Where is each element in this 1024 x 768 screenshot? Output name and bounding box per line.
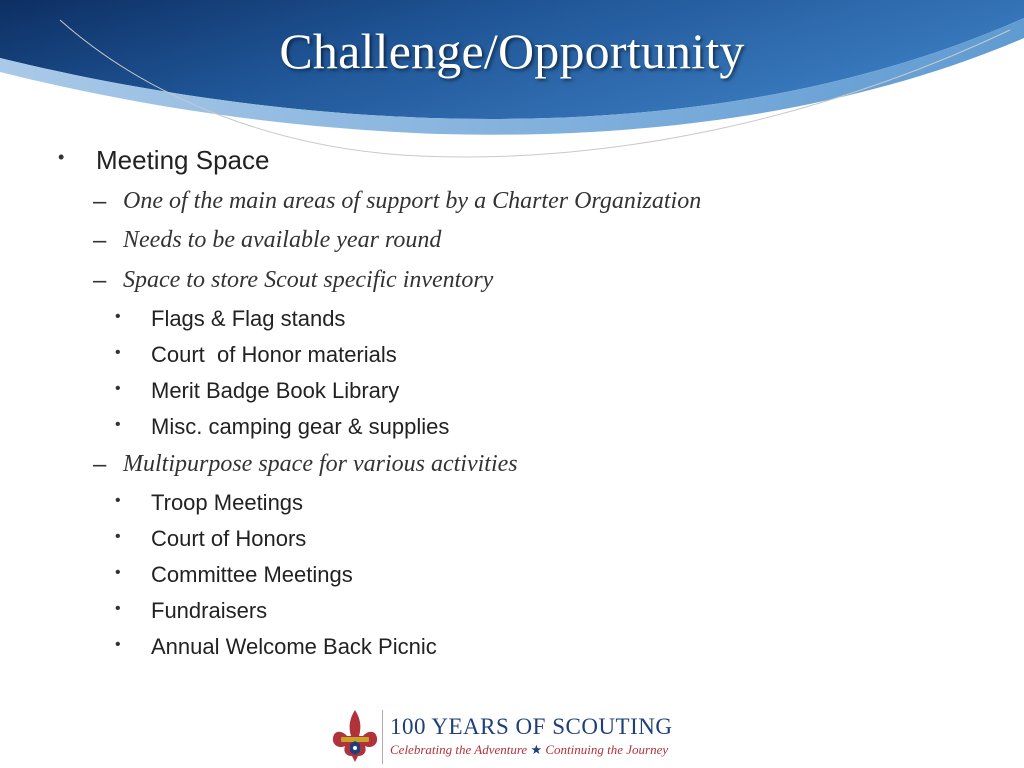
scouting-logo (330, 708, 690, 764)
bullet-text: Needs to be available year round (123, 227, 442, 253)
bullet-text: One of the main areas of support by a Charter Organization (123, 188, 702, 214)
bullet-text: Multipurpose space for various activities (123, 451, 518, 477)
bullet-text: Court of Honors (151, 526, 307, 551)
bullet-marker: • (115, 600, 121, 617)
logo-divider (382, 710, 383, 764)
list-item (115, 562, 353, 588)
bullet-marker: • (115, 380, 121, 397)
dash-marker: – (93, 227, 107, 254)
bullet-text: Misc. camping gear & supplies (151, 414, 450, 439)
bullet-marker: • (115, 564, 121, 581)
list-item (115, 634, 437, 660)
list-item (93, 267, 494, 294)
bullet-text: Annual Welcome Back Picnic (151, 634, 437, 659)
bullet-text: Troop Meetings (151, 490, 304, 515)
logo-tagline (390, 742, 668, 758)
bullet-text: Committee Meetings (151, 562, 353, 587)
bullet-marker: • (115, 636, 121, 653)
bullet-marker: • (115, 492, 121, 509)
list-item (58, 145, 270, 176)
list-item (115, 490, 304, 516)
star-icon: ★ (530, 742, 543, 757)
list-item (115, 306, 346, 332)
list-item (93, 451, 518, 478)
bullet-marker: • (115, 308, 121, 325)
dash-marker: – (93, 451, 107, 478)
dash-marker: – (93, 267, 107, 294)
bullet-text: Flags & Flag stands (151, 306, 346, 331)
list-item (115, 598, 268, 624)
list-item (115, 342, 397, 368)
bullet-marker: • (58, 147, 65, 167)
bullet-text: Merit Badge Book Library (151, 378, 400, 403)
logo-title: 100 YEARS OF SCOUTING (390, 714, 673, 739)
bullet-text: Fundraisers (151, 598, 268, 623)
bullet-text: Space to store Scout specific inventory (123, 267, 494, 293)
bullet-marker: • (115, 416, 121, 433)
bullet-text: Court of Honor materials (151, 342, 397, 367)
list-item (93, 227, 442, 254)
list-item (115, 414, 450, 440)
list-item (93, 188, 702, 215)
slide-title: Challenge/Opportunity (279, 23, 745, 79)
bullet-marker: • (115, 344, 121, 361)
bullet-marker: • (115, 528, 121, 545)
bullet-text: Meeting Space (96, 145, 270, 175)
list-item (115, 378, 400, 404)
tagline-part-1: Celebrating the Adventure (390, 742, 528, 757)
list-item (115, 526, 307, 552)
tagline-part-2: Continuing the Journey (545, 742, 669, 757)
dash-marker: – (93, 188, 107, 215)
fleur-de-lis-icon (330, 708, 380, 764)
